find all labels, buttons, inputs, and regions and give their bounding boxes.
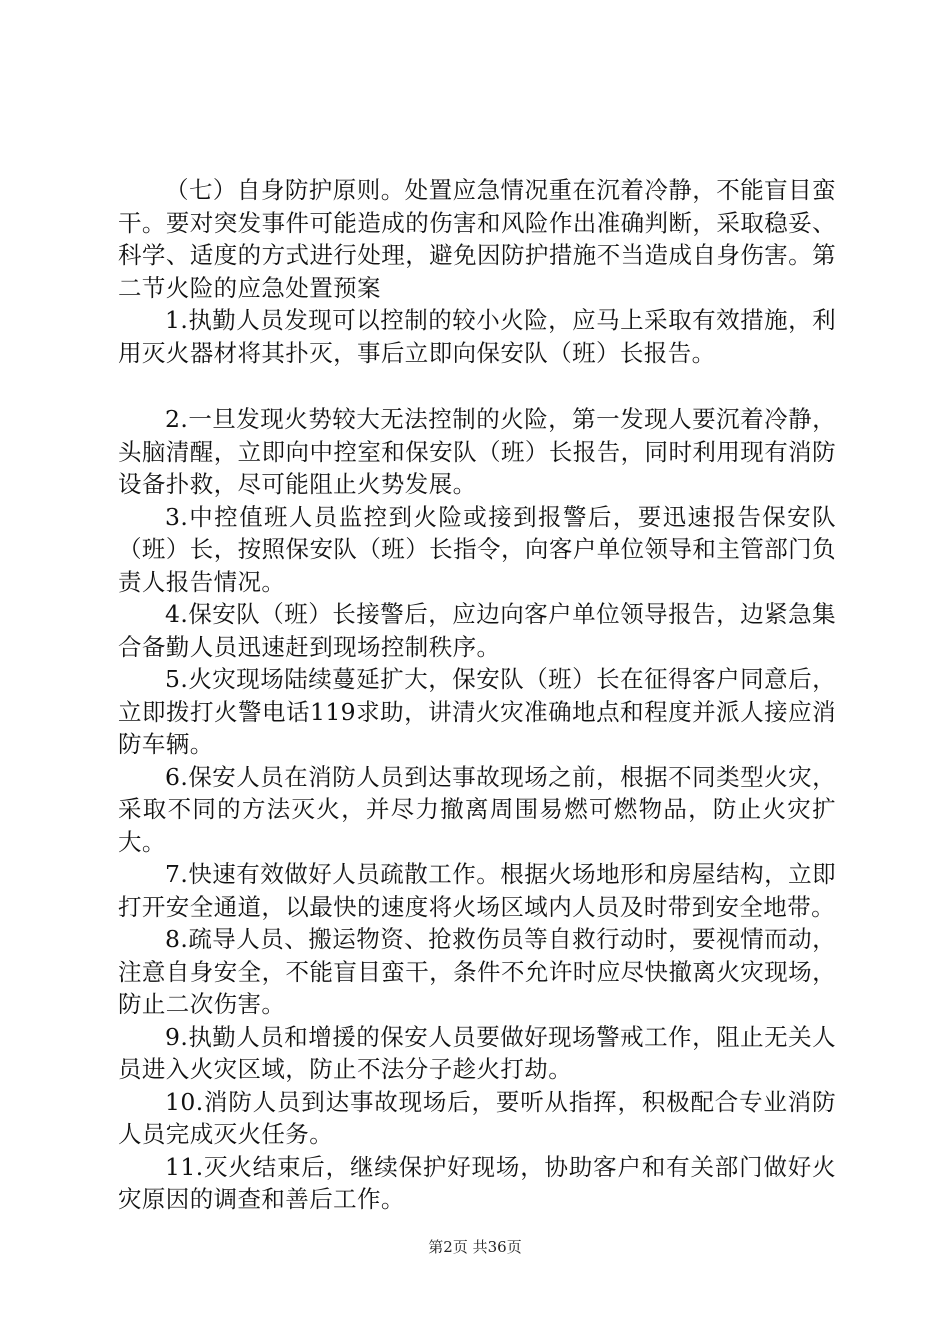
- paragraph-item-9: 9.执勤人员和增援的保安人员要做好现场警戒工作，阻止无关人员进入火灾区域，防止不法分子趁火打劫。: [118, 1022, 836, 1083]
- paragraph-item-2: 2.一旦发现火势较大无法控制的火险，第一发现人要沉着冷静，头脑清醒，立即向中控室和保安队（班）长报告，同时利用现有消防设备扑救，尽可能阻止火势发展。: [118, 405, 836, 498]
- paragraph-principle-7: （七）自身防护原则。处置应急情况重在沉着冷静，不能盲目蛮干。要对突发事件可能造成的伤害和风险作出准确判断，采取稳妥、科学、适度的方式进行处理，避免因防护措施不当造成自身伤害。第二节火险的应急处置预案: [118, 176, 836, 302]
- paragraph-item-6: 6.保安人员在消防人员到达事故现场之前，根据不同类型火灾，采取不同的方法灭火，并尽力撤离周围易燃可燃物品，防止火灾扩大。: [118, 762, 836, 856]
- paragraph-item-3: 3.中控值班人员监控到火险或接到报警后，要迅速报告保安队（班）长，按照保安队（班）长指令，向客户单位领导和主管部门负责人报告情况。: [118, 502, 836, 596]
- paragraph-item-7: 7.快速有效做好人员疏散工作。根据火场地形和房屋结构，立即打开安全通道，以最快的速度将火场区域内人员及时带到安全地带。: [118, 860, 836, 921]
- paragraph-item-5: 5.火灾现场陆续蔓延扩大，保安队（班）长在征得客户同意后，立即拨打火警电话119求助，讲清火灾准确地点和程度并派人接应消防车辆。: [118, 665, 836, 758]
- paragraph-item-11: 11.灭火结束后，继续保护好现场，协助客户和有关部门做好火灾原因的调查和善后工作。: [118, 1152, 836, 1213]
- paragraph-item-10: 10.消防人员到达事故现场后，要听从指挥，积极配合专业消防人员完成灭火任务。: [118, 1087, 836, 1148]
- page-number-label: 第2页 共36页: [428, 1238, 522, 1256]
- paragraph-item-8: 8.疏导人员、搬运物资、抢救伤员等自救行动时，要视情而动，注意自身安全，不能盲目蛮干，条件不允许时应尽快撤离火灾现场，防止二次伤害。: [118, 925, 836, 1018]
- page-footer: [0, 1236, 950, 1257]
- paragraph-item-1: 1.执勤人员发现可以控制的较小火险，应马上采取有效措施，利用灭火器材将其扑灭，事后立即向保安队（班）长报告。: [118, 306, 836, 367]
- document-body: [118, 174, 836, 1216]
- paragraph-item-4: 4.保安队（班）长接警后，应边向客户单位领导报告，边紧急集合备勤人员迅速赶到现场控制秩序。: [118, 600, 836, 661]
